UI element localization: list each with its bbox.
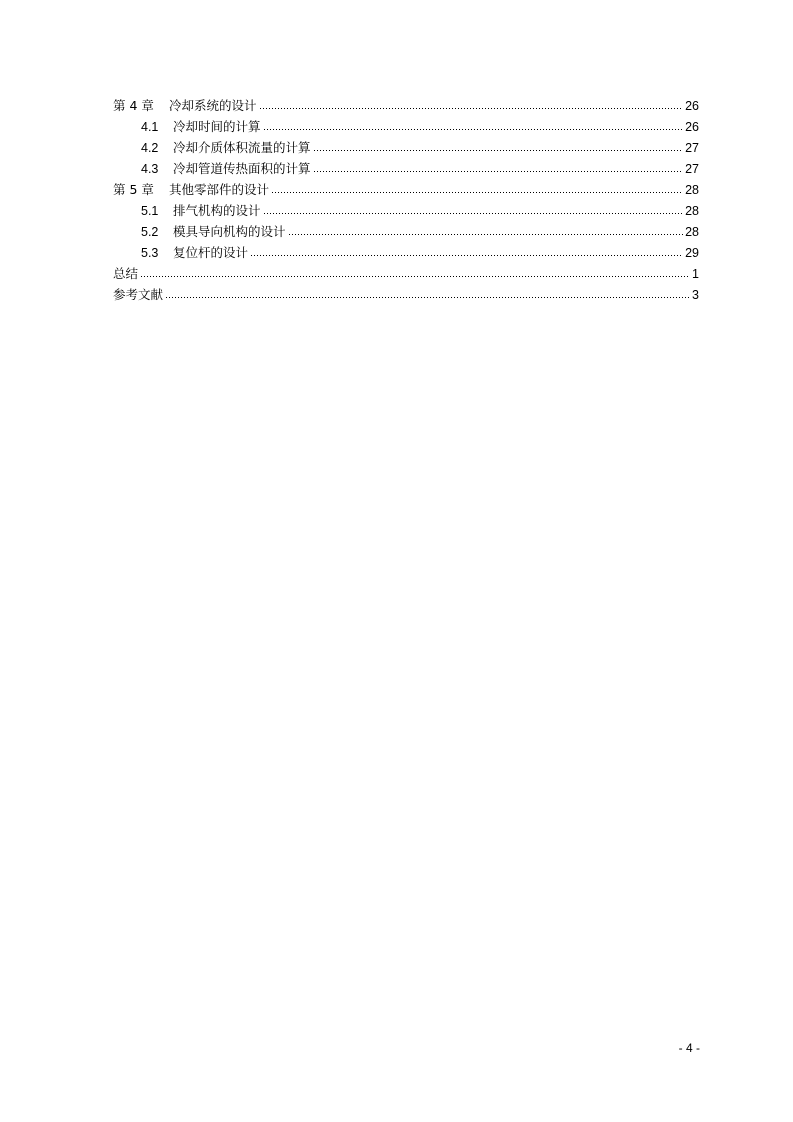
toc-entry-page: 28 — [685, 183, 699, 197]
table-of-contents — [113, 95, 699, 305]
dot-leader — [288, 231, 684, 237]
toc-entry-4-2[interactable] — [113, 137, 699, 158]
toc-entry-number: 第 5 章 — [113, 182, 154, 197]
toc-entry-page: 26 — [685, 99, 699, 113]
toc-entry-number: 第 4 章 — [113, 98, 154, 113]
dot-leader — [259, 105, 684, 111]
toc-entry-number: 4.1 — [141, 120, 159, 134]
dot-leader — [313, 168, 684, 174]
toc-entry-summary[interactable] — [113, 263, 699, 284]
toc-entry-title: 冷却管道传热面积的计算 — [173, 161, 311, 176]
toc-entry-page: 3 — [692, 288, 699, 302]
toc-entry-chapter-5[interactable] — [113, 179, 699, 200]
toc-entry-5-2[interactable] — [113, 221, 699, 242]
dot-leader — [140, 273, 690, 279]
toc-entry-5-3[interactable] — [113, 242, 699, 263]
toc-entry-number: 5.2 — [141, 225, 159, 239]
toc-entry-title: 参考文献 — [113, 287, 164, 302]
toc-entry-number: 5.1 — [141, 204, 159, 218]
toc-entry-5-1[interactable] — [113, 200, 699, 221]
toc-entry-4-3[interactable] — [113, 158, 699, 179]
toc-entry-title: 排气机构的设计 — [173, 203, 261, 218]
toc-entry-chapter-4[interactable] — [113, 95, 699, 116]
toc-entry-title: 复位杆的设计 — [173, 245, 249, 260]
dot-leader — [263, 126, 684, 132]
dot-leader — [250, 252, 683, 258]
toc-entry-page: 1 — [692, 267, 699, 281]
toc-entry-title: 总结 — [113, 266, 139, 281]
toc-entry-title: 冷却介质体积流量的计算 — [173, 140, 311, 155]
toc-entry-number: 4.3 — [141, 162, 159, 176]
toc-entry-references[interactable] — [113, 284, 699, 305]
dot-leader — [313, 147, 684, 153]
toc-entry-page: 29 — [685, 246, 699, 260]
dot-leader — [263, 210, 684, 216]
toc-entry-page: 26 — [685, 120, 699, 134]
toc-entry-title: 冷却时间的计算 — [173, 119, 261, 134]
toc-entry-title: 其他零部件的设计 — [169, 182, 270, 197]
toc-entry-number: 5.3 — [141, 246, 159, 260]
toc-entry-4-1[interactable] — [113, 116, 699, 137]
toc-entry-page: 27 — [685, 141, 699, 155]
toc-entry-page: 28 — [685, 225, 699, 239]
toc-entry-number: 4.2 — [141, 141, 159, 155]
toc-entry-page: 27 — [685, 162, 699, 176]
toc-entry-title: 模具导向机构的设计 — [173, 224, 286, 239]
toc-entry-page: 28 — [685, 204, 699, 218]
dot-leader — [165, 294, 690, 300]
dot-leader — [271, 189, 683, 195]
toc-entry-title: 冷却系统的设计 — [169, 98, 257, 113]
page-number: - 4 - — [678, 1041, 700, 1055]
